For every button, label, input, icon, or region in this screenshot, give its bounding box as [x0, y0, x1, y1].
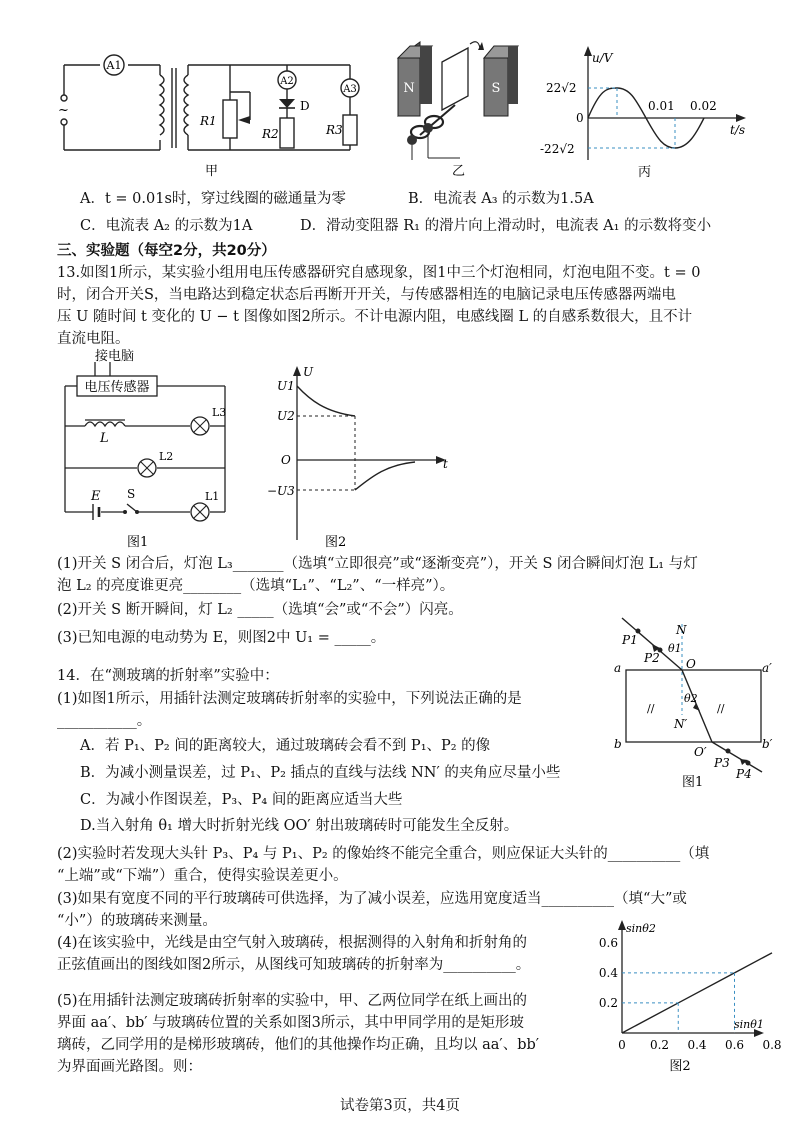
x-tick-label: 0.8: [762, 1038, 782, 1052]
graph-t-axis-label: t/s: [730, 123, 746, 137]
label-p1: P1: [622, 633, 638, 647]
q13-figure1-caption: 图1: [127, 535, 149, 550]
axis-t-label: t: [443, 457, 448, 471]
lamp-l2-label: L2: [159, 450, 174, 463]
figure-bing-caption: 丙: [638, 165, 652, 180]
q13-sub3: (3)已知电源的电动势为 E，则图2中 U₁ = _____。: [57, 630, 386, 646]
charging-curve: [297, 386, 355, 416]
ac-source-symbol: ~: [58, 103, 69, 118]
q13-stem-line4: 直流电阻。: [57, 331, 130, 347]
q12-option-c: C．电流表 A₂ 的示数为1A: [80, 218, 253, 234]
figure-yi-generator: [390, 0, 530, 180]
q13-sub1-line1: (1)开关 S 闭合后，灯泡 L₃_______（选填“立即很亮”或“逐渐变亮”），开关 S 闭合瞬间灯泡 L₁ 与灯: [57, 556, 698, 572]
q14-sub3-line1: (3)如果有宽度不同的平行玻璃砖可供选择，为了减小误差，应选用宽度适当__________（填“大”或: [57, 891, 687, 907]
switch-label: S: [127, 487, 136, 501]
label-n: N: [676, 623, 687, 637]
q14-sub4-line2: 正弦值画出的图线如图2所示，从图线可知玻璃砖的折射率为__________。: [57, 957, 531, 973]
q12-option-b: B．电流表 A₃ 的示数为1.5A: [408, 191, 594, 207]
q14-option-d: D.当入射角 θ₁ 增大时折射光线 OO′ 射出玻璃砖时可能发生全反射。: [80, 818, 519, 834]
meter-a3-label: A3: [343, 84, 357, 95]
label-b-prime: b′: [762, 737, 773, 751]
q14-figure2-sin-chart: [588, 918, 782, 1078]
q13-stem-line1: 13.如图1所示，某实验小组用电压传感器研究自感现象，图1中三个灯泡相同，灯泡电阻不变。t = 0: [57, 265, 701, 281]
q14-option-c: C．为减小作图误差，P₃、P₄ 间的距离应适当大些: [80, 792, 403, 808]
voltage-sensor-label: 电压传感器: [84, 380, 150, 395]
q14-sub4-line1: (4)在该实验中，光线是由空气射入玻璃砖，根据测得的入射角和折射角的: [57, 935, 528, 951]
computer-label: 接电脑: [95, 349, 135, 364]
page-footer: 试卷第3页，共4页: [340, 1098, 460, 1114]
q14-title: 14．在“测玻璃的折射率”实验中：: [57, 668, 279, 684]
graph-y-bottom: -22√2: [540, 142, 575, 156]
q13-stem-line3: 压 U 随时间 t 变化的 U − t 图像如图2所示。不计电源内阻，电感线圈 L 的自感系数很大，且不计: [57, 309, 693, 325]
graph-t2: 0.02: [690, 99, 717, 113]
hatch-right: //: [717, 702, 725, 715]
q13-figure2-caption: 图2: [325, 535, 347, 550]
label-a-prime: a′: [762, 661, 772, 675]
q14-sub2-line2: “上端”或“下端”）重合，使得实验误差更小。: [57, 868, 348, 884]
hatch-left: //: [647, 702, 655, 715]
battery-label: E: [91, 489, 101, 504]
q13-stem-line2: 时，闭合开关S，当电路达到稳定状态后再断开开关，与传感器相连的电脑记录电压传感器两端电: [57, 287, 676, 303]
label-p3: P3: [714, 756, 730, 770]
label-r3: R3: [326, 123, 343, 137]
label-p2: P2: [644, 651, 660, 665]
q13-figure2-ut-graph: [255, 350, 455, 555]
magnet-n-label: N: [403, 81, 415, 96]
q14-option-a: A．若 P₁、P₂ 间的距离较大，通过玻璃砖会看不到 P₁、P₂ 的像: [80, 738, 491, 754]
figure-jia-caption: 甲: [205, 164, 219, 179]
q14-sub5-line2: 界面 aa′、bb′ 与玻璃砖位置的关系如图3所示，其中甲同学用的是矩形玻: [57, 1015, 524, 1031]
q14-figure1-glass-brick: [612, 610, 792, 790]
label-r2: R2: [262, 127, 279, 141]
q14-sub1-line2: ___________。: [57, 713, 152, 729]
label-origin-o: O: [281, 453, 291, 467]
figure-yi-caption: 乙: [452, 164, 466, 179]
q14-sub2-line1: (2)实验时若发现大头针 P₃、P₄ 与 P₁、P₂ 的像始终不能完全重合，则应保证大头针的__________（填: [57, 846, 710, 862]
x-tick-label: 0: [618, 1038, 626, 1052]
chart-caption: 图2: [669, 1059, 691, 1074]
y-tick-label: 0.4: [598, 965, 618, 980]
q14-option-b: B．为减小测量误差，过 P₁、P₂ 插点的直线与法线 NN′ 的夹角应尽量小些: [80, 765, 561, 781]
label-n-prime: N′: [674, 717, 688, 731]
axis-u-label: U: [303, 365, 314, 379]
label-b: b: [614, 737, 622, 751]
figure-jia-transformer-circuit: [50, 0, 360, 180]
q14-sub3-line2: “小”）的玻璃砖来测量。: [57, 913, 217, 929]
decay-curve: [355, 462, 415, 490]
inductor-label: L: [100, 431, 109, 446]
q13-figure1-circuit: [55, 350, 245, 555]
q14-sub1-line1: (1)如图1所示，用插针法测定玻璃砖折射率的实验中，下列说法正确的是: [57, 691, 522, 707]
lamp-l3-label: L3: [212, 406, 227, 419]
label-theta1: θ1: [668, 642, 682, 655]
label-u2: U2: [277, 409, 295, 423]
y-tick-label: 0.2: [598, 995, 618, 1010]
label-o: O: [686, 657, 696, 671]
figure-bing-voltage-graph: [540, 0, 760, 180]
q12-option-d: D．滑动变阻器 R₁ 的滑片向上滑动时，电流表 A₁ 的示数将变小: [300, 218, 712, 234]
chart-y-label: sinθ2: [626, 922, 656, 935]
lamp-l1-label: L1: [205, 490, 220, 503]
graph-origin: 0: [576, 111, 584, 125]
label-r1: R1: [200, 114, 217, 128]
label-theta2: θ2: [684, 692, 698, 705]
graph-u-axis-label: u/V: [592, 51, 613, 65]
magnet-s-label: S: [491, 81, 501, 96]
graph-t1: 0.01: [648, 99, 675, 113]
label-u1: U1: [277, 379, 295, 393]
q12-option-a: A．t = 0.01s时，穿过线圈的磁通量为零: [80, 191, 346, 207]
label-neg-u3: −U3: [267, 484, 295, 498]
q13-sub2: (2)开关 S 断开瞬间，灯 L₂ _____（选填“会”或“不会”）闪亮。: [57, 602, 463, 618]
x-tick-label: 0.6: [724, 1038, 745, 1052]
label-d: D: [300, 99, 310, 113]
q14-sub5-line3: 璃砖，乙同学用的是梯形玻璃砖，他们的其他操作均正确，且均以 aa′、bb′: [57, 1037, 540, 1053]
chart-x-label: sinθ1: [734, 1018, 764, 1031]
graph-y-top: 22√2: [546, 81, 577, 95]
section-3-title: 三、实验题（每空2分，共20分）: [57, 243, 276, 259]
meter-a2-label: A2: [280, 76, 294, 87]
meter-a1-label: A1: [106, 59, 122, 72]
y-tick-label: 0.6: [598, 935, 618, 950]
label-o-prime: O′: [694, 745, 707, 759]
q14-figure1-caption: 图1: [682, 775, 704, 790]
q14-sub5-line4: 为界面画光路图。则：: [57, 1059, 202, 1075]
q14-sub5-line1: (5)在用插针法测定玻璃砖折射率的实验中，甲、乙两位同学在纸上画出的: [57, 993, 528, 1009]
label-p4: P4: [736, 767, 752, 781]
x-tick-label: 0.4: [687, 1038, 707, 1052]
x-tick-label: 0.2: [649, 1038, 670, 1052]
q13-sub1-line2: 泡 L₂ 的亮度谁更亮________（选填“L₁”、“L₂”、“一样亮”）。: [57, 578, 455, 594]
label-a: a: [614, 661, 622, 675]
